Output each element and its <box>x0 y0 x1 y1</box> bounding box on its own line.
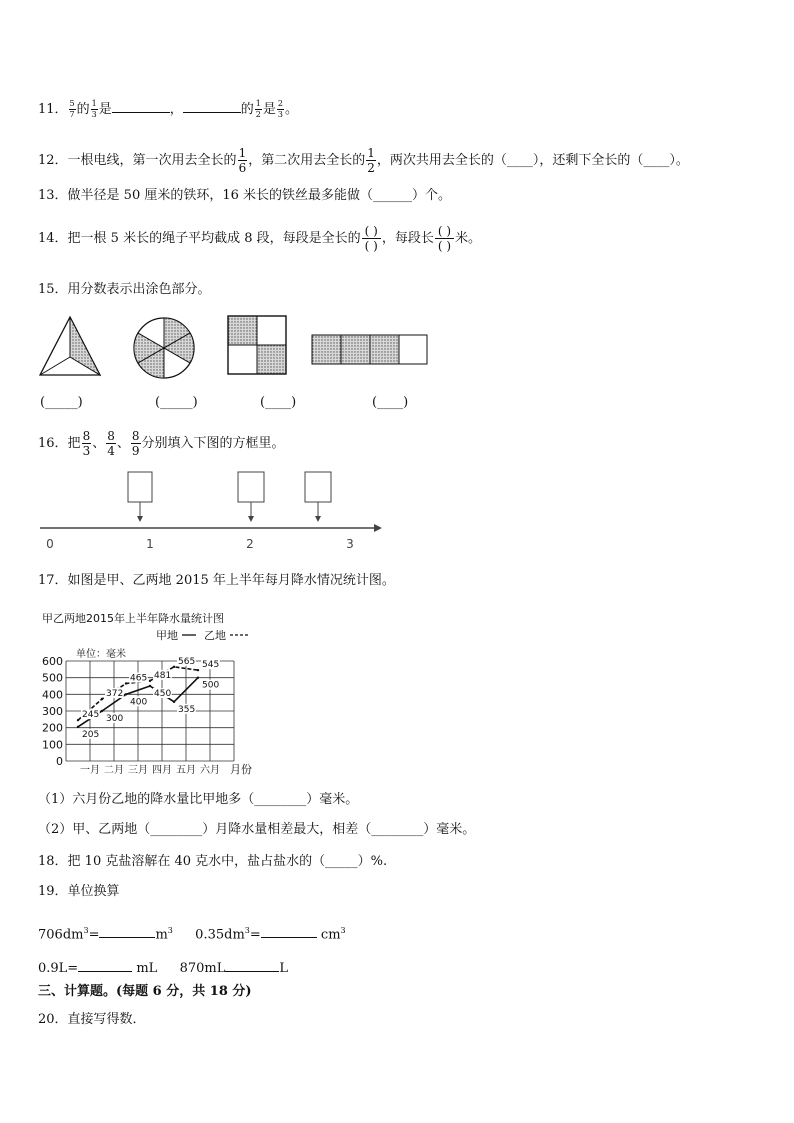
question-17: 17．如图是甲、乙两地 2015 年上半年每月降水情况统计图。 <box>38 573 395 588</box>
x-tick-label: 一月 <box>80 765 100 776</box>
answer-blank[interactable]: (____) <box>372 395 409 410</box>
square-figure <box>228 316 286 374</box>
data-label: 300 <box>106 714 124 724</box>
x-tick-label: 三月 <box>128 765 148 776</box>
fraction: $\frac{1}{2}$ <box>255 99 261 119</box>
shaded-figures <box>36 312 436 382</box>
legend-series-a: 甲地 <box>156 629 178 642</box>
answer-blank[interactable] <box>261 923 317 938</box>
question-19: 19．单位换算 <box>38 884 120 899</box>
data-label: 465 <box>130 673 148 684</box>
question-number: 17． <box>38 573 68 588</box>
data-point <box>197 669 199 671</box>
x-axis-label: 月份 <box>230 763 252 776</box>
question-17-part-1: （1）六月份乙地的降水量比甲地多（________）毫米。 <box>38 792 359 807</box>
question-13: 13．做半径是 50 厘米的铁环，16 米长的铁丝最多能做（______）个。 <box>38 188 452 203</box>
tick-label: 2 <box>246 537 254 551</box>
question-number: 19． <box>38 884 68 899</box>
y-tick-label: 300 <box>42 705 63 718</box>
fraction: $\frac{1}{3}$ <box>91 99 97 119</box>
data-label: 450 <box>154 689 172 699</box>
data-point <box>149 680 151 682</box>
question-14: 14．把一根 5 米长的绳子平均截成 8 段，每段是全长的 $\frac{( )}{( )}$ ，每段长 $\frac{( )}{( )}$ 米。 <box>38 224 482 253</box>
question-16: 16．把 $\frac{8}{3}$ 、 $\frac{8}{4}$ 、 $\frac{8}{9}$ 分别填入下图的方框里。 <box>38 429 285 458</box>
question-number: 15． <box>38 282 68 297</box>
x-tick-label: 二月 <box>104 765 124 776</box>
data-point <box>101 698 103 700</box>
data-label: 245 <box>82 710 100 721</box>
data-point <box>77 726 79 728</box>
question-number: 13． <box>38 188 68 203</box>
fraction: $\frac{8}{9}$ <box>131 429 140 458</box>
y-tick-label: 600 <box>42 655 63 668</box>
data-point <box>125 682 127 684</box>
precipitation-line-chart <box>36 606 266 778</box>
question-number: 20． <box>38 1012 68 1027</box>
answer-blank[interactable]: (_____) <box>40 395 83 410</box>
answer-blank[interactable] <box>225 957 279 972</box>
legend-series-b: 乙地 <box>204 629 226 642</box>
y-tick-label: 0 <box>56 755 63 768</box>
question-number: 12． <box>38 153 68 168</box>
question-20: 20．直接写得数． <box>38 1012 146 1027</box>
answer-box[interactable] <box>128 472 152 522</box>
answer-box[interactable] <box>305 472 331 522</box>
x-tick-label: 六月 <box>200 765 220 776</box>
fraction: $\frac{8}{3}$ <box>82 429 91 458</box>
x-tick-label: 五月 <box>176 765 196 776</box>
y-tick-label: 500 <box>42 671 63 685</box>
question-17-part-2: （2）甲、乙两地（________）月降水量相差最大，相差（________）毫米。 <box>38 822 476 837</box>
data-label: 545 <box>202 660 220 671</box>
question-number: 11． <box>38 102 68 117</box>
fraction: $\frac{2}{3}$ <box>277 99 283 119</box>
fraction: $\frac{5}{7}$ <box>69 99 75 119</box>
answer-blank[interactable] <box>99 923 155 938</box>
data-point <box>77 719 79 721</box>
y-tick-label: 100 <box>42 738 63 752</box>
answer-blank[interactable] <box>112 98 170 113</box>
number-line <box>36 468 386 554</box>
fraction: $\frac{1}{2}$ <box>367 146 375 175</box>
answer-blank[interactable] <box>78 957 132 972</box>
fraction: $\frac{1}{6}$ <box>238 146 247 175</box>
fraction-blank[interactable]: $\frac{( )}{( )}$ <box>362 224 381 253</box>
circle-figure <box>134 318 194 378</box>
data-label: 500 <box>202 680 220 691</box>
data-label: 565 <box>178 656 196 667</box>
data-point <box>101 710 103 712</box>
data-label: 481 <box>154 670 172 681</box>
unit-conversion-row-1: $706dm^3= m^3$ $0.35dm^3= cm^3$ <box>38 921 346 945</box>
question-12: 12．一根电线，第一次用去全长的 $\frac{1}{6}$ ，第二次用去全长的 $\frac{1}{2}$ ，两次共用去全长的（____），还剩下全长的（____）。 <box>38 146 689 175</box>
answer-blank[interactable]: (_____) <box>155 395 198 410</box>
question-number: 14． <box>38 231 68 246</box>
unit-conversion-row-2: 0.9L= mL 870mL L <box>38 957 288 979</box>
data-point <box>173 701 175 703</box>
data-label: 355 <box>178 704 196 715</box>
data-point <box>197 676 199 678</box>
y-axis-ticks <box>42 655 63 768</box>
fraction-blank[interactable]: $\frac{( )}{( )}$ <box>435 224 454 253</box>
tick-label: 3 <box>346 537 354 551</box>
answer-box[interactable] <box>238 472 264 522</box>
question-18: 18．把 10 克盐溶解在 40 克水中，盐占盐水的（_____）%. <box>38 854 388 869</box>
rectangle-figure <box>312 335 427 364</box>
x-axis-ticks <box>80 764 220 776</box>
answer-blank[interactable] <box>183 98 241 113</box>
data-label: 205 <box>82 729 100 740</box>
unit-label: 单位：毫米 <box>76 649 126 660</box>
y-tick-label: 400 <box>42 688 63 702</box>
question-11: 11． $\frac{5}{7}$ 的 $\frac{1}{3}$ 是 ， 的 $\frac{1}{2}$ 是 $\frac{2}{3}$ 。 <box>38 99 299 119</box>
triangle-figure <box>40 317 100 375</box>
data-label: 400 <box>130 697 148 708</box>
question-number: 18． <box>38 854 68 869</box>
data-point <box>149 685 151 687</box>
data-point <box>173 666 175 668</box>
y-tick-label: 200 <box>42 721 63 735</box>
chart-legend <box>156 628 250 642</box>
question-15: 15．用分数表示出涂色部分。 <box>38 282 211 297</box>
data-label: 372 <box>106 689 124 699</box>
section-heading: 三、计算题。(每题 6 分，共 18 分) <box>38 984 252 999</box>
data-point <box>125 693 127 695</box>
tick-label: 1 <box>146 537 154 551</box>
tick-label: 0 <box>46 537 54 551</box>
fraction: $\frac{8}{4}$ <box>107 429 115 458</box>
question-number: 16． <box>38 436 68 451</box>
chart-title: 甲乙两地2015年上半年降水量统计图 <box>42 612 224 625</box>
x-tick-label: 四月 <box>152 765 172 776</box>
answer-blank[interactable]: (____) <box>260 395 297 410</box>
